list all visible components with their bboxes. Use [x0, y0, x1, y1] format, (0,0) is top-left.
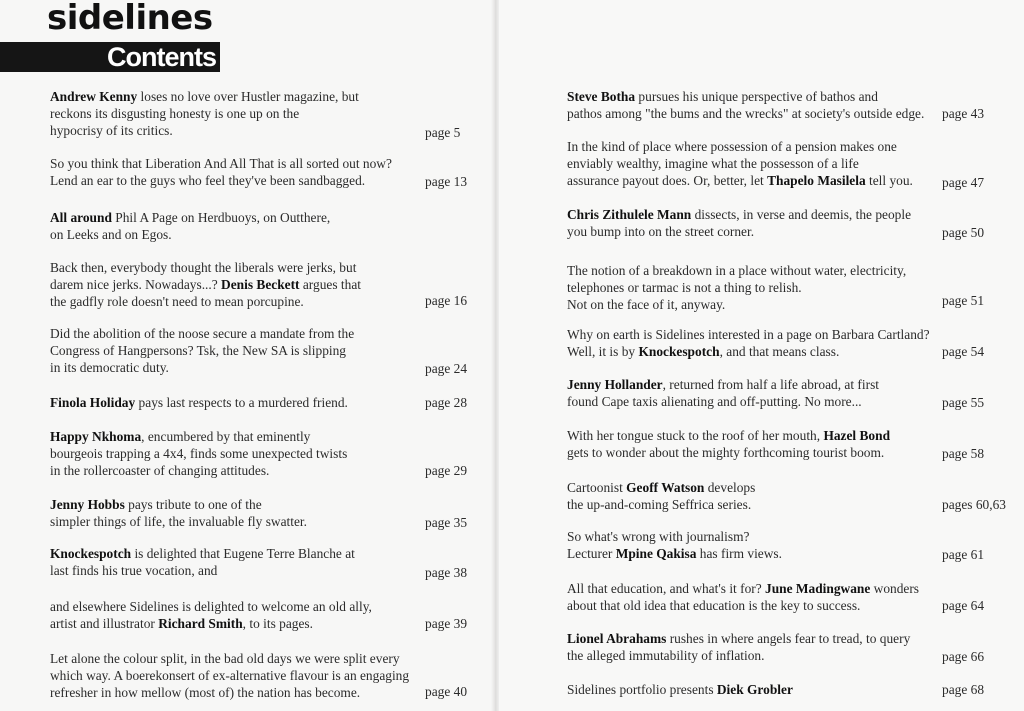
- entry-description-line: Well, it is by Knockespotch, and that means class.: [567, 344, 840, 359]
- author-name: Mpine Qakisa: [615, 546, 697, 561]
- left-contents-entry: [50, 650, 409, 701]
- page-number: page 47: [942, 175, 985, 190]
- entry-description-line: assurance payout does. Or, better, let Thapelo Masilela tell you.: [567, 173, 913, 188]
- page-number: page 40: [425, 684, 468, 699]
- right-contents-entry: [567, 681, 793, 698]
- entry-description-line: simpler things of life, the invaluable fly swatter.: [50, 514, 307, 529]
- right-contents-entry: [567, 262, 906, 313]
- author-name: Steve Botha: [567, 89, 636, 104]
- author-name: Jenny Hollander: [567, 377, 663, 392]
- entry-description-line: All that education, and what's it for? June Madingwane wonders: [567, 581, 920, 596]
- entry-description-line: which way. A boerekonsert of ex-alternative flavour is an engaging: [50, 668, 410, 683]
- left-contents-entry: [50, 598, 372, 632]
- contents-banner: [0, 42, 220, 72]
- entry-description-line: gets to wonder about the mighty forthcoming tourist boom.: [567, 445, 885, 460]
- entry-description-line: Lend an ear to the guys who feel they've been sandbagged.: [50, 173, 366, 188]
- entry-description-line: Finola Holiday pays last respects to a murdered friend.: [50, 395, 348, 410]
- entry-description-line: reckons its disgusting honesty is one up on the: [50, 106, 300, 121]
- contents-heading: Contents: [107, 42, 216, 72]
- left-contents-entry: [50, 496, 307, 530]
- entry-description-line: about that old idea that education is the key to success.: [567, 598, 861, 613]
- entry-description-line: artist and illustrator Richard Smith, to its pages.: [50, 616, 313, 631]
- entry-description-line: you bump into on the street corner.: [567, 224, 755, 239]
- entry-description-line: pathos among "the bums and the wrecks" at society's outside edge.: [567, 106, 925, 121]
- page-number: pages 60,63: [942, 497, 1006, 512]
- page-number: page 35: [425, 515, 468, 530]
- entry-description-line: Not on the face of it, anyway.: [567, 297, 726, 312]
- author-name: Finola Holiday: [50, 395, 136, 410]
- page-number: page 50: [942, 225, 985, 240]
- entry-description-line: With her tongue stuck to the roof of her mouth, Hazel Bond: [567, 428, 891, 443]
- author-name: Chris Zithulele Mann: [567, 207, 692, 222]
- page-number: page 51: [942, 293, 985, 308]
- author-name: Jenny Hobbs: [50, 497, 125, 512]
- entry-description-line: and elsewhere Sidelines is delighted to welcome an old ally,: [50, 599, 372, 614]
- entry-description-line: found Cape taxis alienating and off-putting. No more...: [567, 394, 862, 409]
- right-contents-entry: [567, 206, 911, 240]
- entry-description-line: Lecturer Mpine Qakisa has firm views.: [567, 546, 782, 561]
- entry-description-line: hypocrisy of its critics.: [50, 123, 173, 138]
- entry-description-line: in the rollercoaster of changing attitudes.: [50, 463, 270, 478]
- entry-description-line: telephones or tarmac is not a thing to relish.: [567, 280, 802, 295]
- entry-description-line: the gadfly role doesn't need to mean porcupine.: [50, 294, 304, 309]
- right-contents-entry: [567, 630, 910, 664]
- page-number: page 55: [942, 395, 985, 410]
- entry-description-line: In the kind of place where possession of a pension makes one: [567, 139, 897, 154]
- entry-description-line: on Leeks and on Egos.: [50, 227, 172, 242]
- page-number: page 16: [425, 293, 468, 308]
- entry-description-line: Steve Botha pursues his unique perspective of bathos and: [567, 89, 878, 104]
- entry-description-line: So what's wrong with journalism?: [567, 529, 750, 544]
- entry-description-line: in its democratic duty.: [50, 360, 169, 375]
- left-contents-entry: [50, 545, 355, 579]
- author-name: Diek Grobler: [716, 682, 793, 697]
- author-name: Richard Smith: [158, 616, 243, 631]
- author-name: Knockespotch: [638, 344, 720, 359]
- entry-description-line: Why on earth is Sidelines interested in a page on Barbara Cartland?: [567, 327, 930, 342]
- magazine-title: sidelines: [47, 0, 213, 38]
- entry-description-line: Knockespotch is delighted that Eugene Terre Blanche at: [50, 546, 355, 561]
- entry-description-line: bourgeois trapping a 4x4, finds some unexpected twists: [50, 446, 348, 461]
- entry-description-line: The notion of a breakdown in a place without water, electricity,: [567, 263, 907, 278]
- page-number: page 38: [425, 565, 468, 580]
- entry-description-line: Did the abolition of the noose secure a mandate from the: [50, 326, 355, 341]
- entry-description-line: the alleged immutability of inflation.: [567, 648, 765, 663]
- page-number: page 13: [425, 174, 468, 189]
- right-contents-entry: [567, 326, 930, 360]
- page-number: page 58: [942, 446, 985, 461]
- entry-description-line: Congress of Hangpersons? Tsk, the New SA is slipping: [50, 343, 346, 358]
- page-number: page 5: [425, 125, 461, 140]
- page-number: page 64: [942, 598, 985, 613]
- left-contents-entry: [50, 209, 330, 243]
- author-name: Thapelo Masilela: [767, 173, 866, 188]
- page-number: page 29: [425, 463, 468, 478]
- right-contents-entry: [567, 427, 890, 461]
- entry-description-line: Chris Zithulele Mann dissects, in verse and deemis, the people: [567, 207, 912, 222]
- entry-description-line: Jenny Hollander, returned from half a life abroad, at first: [567, 377, 879, 392]
- page-number: page 24: [425, 361, 468, 376]
- right-contents-entry: [567, 528, 782, 562]
- right-contents-entry: [567, 138, 913, 189]
- left-contents-entry: [50, 88, 359, 139]
- right-contents-entry: [567, 580, 919, 614]
- page-number: page 66: [942, 649, 985, 664]
- author-name: Lionel Abrahams: [567, 631, 667, 646]
- entry-description-line: Let alone the colour split, in the bad old days we were split every: [50, 651, 400, 666]
- left-contents-entry: [50, 259, 361, 310]
- right-contents-entry: [567, 88, 924, 122]
- entry-description-line: All around Phil A Page on Herdbuoys, on Outthere,: [50, 210, 331, 225]
- right-contents-entry: [567, 479, 755, 513]
- author-name: Andrew Kenny: [50, 89, 138, 104]
- entry-description-line: darem nice jerks. Nowadays...? Denis Beckett argues that: [50, 277, 361, 292]
- entry-description-line: refresher in how mellow (most of) the nation has become.: [50, 685, 361, 700]
- left-contents-entry: [50, 394, 348, 411]
- right-contents-entry: [567, 376, 879, 410]
- author-name: Knockespotch: [50, 546, 132, 561]
- entry-description-line: Andrew Kenny loses no love over Hustler magazine, but: [50, 89, 359, 104]
- author-name: All around: [50, 210, 112, 225]
- entry-description-line: Back then, everybody thought the liberals were jerks, but: [50, 260, 357, 275]
- left-contents-entry: [50, 325, 354, 376]
- masthead: [0, 0, 230, 74]
- page-number: page 68: [942, 682, 985, 697]
- author-name: Happy Nkhoma: [50, 429, 142, 444]
- page-number: page 39: [425, 616, 468, 631]
- page-number: page 54: [942, 344, 985, 359]
- book-gutter: [491, 0, 499, 711]
- entry-description-line: So you think that Liberation And All That is all sorted out now?: [50, 156, 392, 171]
- entry-description-line: the up-and-coming Seffrica series.: [567, 497, 752, 512]
- entry-description-line: Happy Nkhoma, encumbered by that eminently: [50, 429, 311, 444]
- entry-description-line: Sidelines portfolio presents Diek Grobler: [567, 682, 793, 697]
- entry-description-line: enviably wealthy, imagine what the possesson of a life: [567, 156, 859, 171]
- author-name: Hazel Bond: [823, 428, 891, 443]
- entry-description-line: Jenny Hobbs pays tribute to one of the: [50, 497, 262, 512]
- author-name: Geoff Watson: [626, 480, 705, 495]
- entry-description-line: Cartoonist Geoff Watson develops: [567, 480, 756, 495]
- page-number: page 28: [425, 395, 468, 410]
- page-number: page 43: [942, 106, 985, 121]
- page-number: page 61: [942, 547, 985, 562]
- entry-description-line: Lionel Abrahams rushes in where angels fear to tread, to query: [567, 631, 911, 646]
- left-contents-entry: [50, 155, 392, 189]
- author-name: June Madingwane: [765, 581, 871, 596]
- entry-description-line: last finds his true vocation, and: [50, 563, 218, 578]
- left-contents-entry: [50, 428, 347, 479]
- author-name: Denis Beckett: [221, 277, 300, 292]
